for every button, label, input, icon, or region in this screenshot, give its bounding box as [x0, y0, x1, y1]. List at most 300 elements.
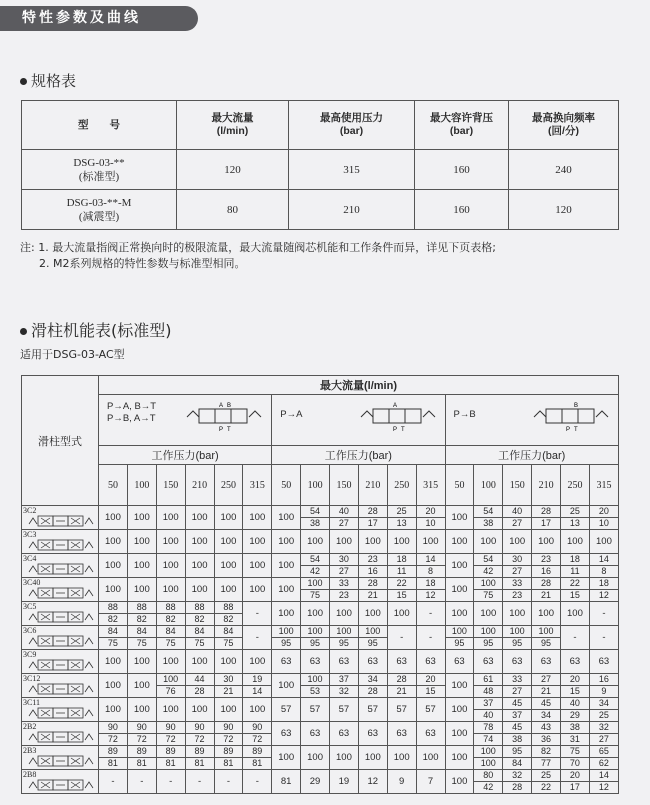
flow-value-cell: 100	[127, 530, 156, 554]
flow-value-cell: 100	[243, 578, 272, 602]
flow-value-cell: 63	[330, 650, 359, 674]
section-banner: 特性参数及曲线	[0, 6, 198, 31]
flow-value-cell	[387, 578, 416, 602]
flow-value-cell	[127, 722, 156, 746]
flow-value-cell	[416, 554, 445, 578]
flow-value-cell: 63	[416, 722, 445, 746]
flow-value-lower: 77	[541, 758, 552, 768]
flow-value-cell: 100	[272, 530, 301, 554]
flow-value-cell	[474, 554, 503, 578]
flow-value-cell: 9	[387, 770, 416, 794]
spool-type-cell	[22, 698, 99, 722]
flow-value-cell: 100	[99, 554, 128, 578]
flow-value-cell: 100	[445, 770, 474, 794]
flow-value-upper: 44	[186, 674, 214, 686]
spool-symbol-icon	[28, 755, 94, 767]
flow-value-cell	[503, 578, 532, 602]
spec-back: 160	[415, 150, 509, 190]
flow-value-cell: -	[387, 626, 416, 650]
flow-value-upper: 25	[388, 506, 416, 518]
flow-value-upper: 80	[474, 770, 502, 782]
spec-freq: 240	[509, 150, 619, 190]
svg-text:P: P	[392, 427, 397, 433]
perf-title-text: 滑柱机能表(标准型)	[31, 321, 172, 340]
flow-value-cell: 63	[589, 650, 618, 674]
spec-title-text: 规格表	[31, 72, 77, 90]
flow-value-lower: 27	[512, 566, 523, 576]
flow-value-upper: 88	[157, 602, 185, 614]
flow-value-cell	[301, 578, 330, 602]
flow-value-upper: 90	[99, 722, 127, 734]
flow-value-upper: 34	[359, 674, 387, 686]
flow-value-cell	[474, 578, 503, 602]
flow-value-cell	[156, 746, 185, 770]
flow-value-cell: 100	[445, 722, 474, 746]
flow-value-cell	[474, 722, 503, 746]
flow-value-lower: 28	[512, 782, 523, 792]
flow-value-upper: 100	[503, 626, 531, 638]
flow-value-upper: 20	[417, 674, 445, 686]
flow-value-cell: 100	[127, 506, 156, 530]
flow-value-upper: 100	[301, 674, 329, 686]
spool-symbol-icon	[28, 515, 94, 527]
flow-value-lower: 81	[252, 758, 263, 768]
flow-value-upper: 14	[590, 554, 618, 566]
pressure-value: 210	[358, 465, 387, 506]
flow-value-cell	[445, 626, 474, 650]
flow-value-lower: 95	[483, 638, 494, 648]
flow-value-cell: 100	[127, 554, 156, 578]
flow-value-cell: 63	[358, 722, 387, 746]
flow-value-upper: 20	[590, 506, 618, 518]
flow-value-lower: 13	[569, 518, 580, 528]
spool-symbol-icon	[28, 539, 94, 551]
flow-value-cell: 100	[272, 554, 301, 578]
flow-value-cell	[589, 674, 618, 698]
flow-value-cell	[99, 722, 128, 746]
spec-header-row	[22, 101, 619, 150]
flow-value-lower: 16	[541, 566, 552, 576]
flow-value-cell: 100	[416, 530, 445, 554]
flow-value-cell: 100	[156, 698, 185, 722]
note-2: 2. M2系列规格的特性参数与标准型相同。	[39, 257, 246, 270]
flow-value-lower: 25	[598, 710, 609, 720]
pressure-value: 50	[272, 465, 301, 506]
spool-row	[22, 770, 619, 794]
flow-value-lower: 23	[512, 590, 523, 600]
spool-type-cell	[22, 578, 99, 602]
flow-value-cell	[416, 578, 445, 602]
flow-value-cell: 63	[330, 722, 359, 746]
svg-text:A: A	[219, 403, 224, 409]
flow-value-lower: 95	[512, 638, 523, 648]
bullet-icon	[20, 328, 27, 335]
flow-value-cell	[561, 578, 590, 602]
flow-value-lower: 38	[483, 518, 494, 528]
flow-value-cell: 100	[243, 698, 272, 722]
flow-value-upper: 100	[272, 626, 300, 638]
flow-value-cell: -	[416, 602, 445, 626]
flow-value-lower: 9	[601, 686, 607, 696]
flow-value-lower: 17	[569, 782, 580, 792]
flow-value-cell: 100	[214, 506, 243, 530]
flow-value-cell: 100	[503, 602, 532, 626]
flow-value-lower: 62	[598, 758, 609, 768]
flow-value-upper: 18	[561, 554, 589, 566]
flow-value-upper: 14	[417, 554, 445, 566]
spool-row	[22, 674, 619, 698]
flow-value-cell: -	[185, 770, 214, 794]
flow-value-upper: 88	[215, 602, 243, 614]
flow-value-upper: 100	[474, 626, 502, 638]
flow-value-cell: -	[214, 770, 243, 794]
flow-value-cell	[243, 746, 272, 770]
working-pressure-label: 工作压力(bar)	[99, 446, 272, 465]
flow-value-upper: 89	[243, 746, 271, 758]
perf-pressure-values-row	[22, 465, 619, 506]
flow-value-cell	[561, 722, 590, 746]
flow-value-cell	[185, 602, 214, 626]
spool-code: 3C9	[23, 650, 37, 659]
flow-value-lower: 82	[194, 614, 205, 624]
flow-value-cell	[589, 746, 618, 770]
flow-value-lower: 27	[512, 518, 523, 528]
spool-symbol-icon	[28, 707, 94, 719]
spec-flow: 120	[177, 150, 289, 190]
flow-value-lower: 8	[601, 566, 607, 576]
flow-value-upper: 30	[215, 674, 243, 686]
flow-value-cell: 100	[127, 674, 156, 698]
spec-notes	[20, 240, 496, 272]
pressure-value: 210	[185, 465, 214, 506]
working-pressure-label: 工作压力(bar)	[272, 446, 445, 465]
flow-value-cell	[330, 626, 359, 650]
flow-value-upper: 54	[474, 554, 502, 566]
spool-type-cell	[22, 530, 99, 554]
flow-value-upper: 33	[503, 674, 531, 686]
spec-row	[22, 190, 619, 230]
flow-value-cell	[99, 746, 128, 770]
flow-value-cell	[243, 674, 272, 698]
flow-value-lower: 81	[223, 758, 234, 768]
flow-value-cell	[358, 506, 387, 530]
spool-type-cell	[22, 602, 99, 626]
flow-value-cell	[416, 674, 445, 698]
spool-row	[22, 578, 619, 602]
flow-value-cell	[474, 746, 503, 770]
flow-value-upper: 18	[590, 578, 618, 590]
pressure-value: 315	[589, 465, 618, 506]
flow-value-cell: 100	[503, 530, 532, 554]
flow-value-lower: 75	[107, 638, 118, 648]
flow-value-cell	[301, 506, 330, 530]
flow-value-cell: 100	[445, 530, 474, 554]
flow-value-lower: 82	[165, 614, 176, 624]
flow-value-cell	[156, 674, 185, 698]
flow-value-cell: 100	[214, 698, 243, 722]
flow-value-upper: 54	[301, 554, 329, 566]
flow-value-cell: 29	[301, 770, 330, 794]
perf-subtitle: 适用于DSG-03-AC型	[20, 348, 125, 361]
flow-value-cell: 100	[214, 554, 243, 578]
flow-value-lower: 27	[338, 518, 349, 528]
flow-value-cell: 57	[387, 698, 416, 722]
flow-value-lower: 95	[338, 638, 349, 648]
flow-value-upper: 30	[503, 554, 531, 566]
flow-value-lower: 28	[367, 686, 378, 696]
flow-value-lower: 82	[107, 614, 118, 624]
flow-value-upper: 84	[99, 626, 127, 638]
flow-value-cell	[243, 722, 272, 746]
flow-value-lower: 95	[310, 638, 321, 648]
flow-value-upper: 32	[590, 722, 618, 734]
flow-value-cell	[99, 626, 128, 650]
flow-value-lower: 75	[194, 638, 205, 648]
flow-value-lower: 21	[541, 590, 552, 600]
flow-value-lower: 81	[194, 758, 205, 768]
flow-value-cell: 100	[272, 746, 301, 770]
flow-value-upper: 22	[561, 578, 589, 590]
spool-symbol-icon	[28, 731, 94, 743]
flow-value-cell: 100	[185, 554, 214, 578]
flow-value-upper: 33	[330, 578, 358, 590]
flow-value-cell: 100	[99, 578, 128, 602]
flow-value-upper: 84	[215, 626, 243, 638]
flow-value-cell: 100	[185, 506, 214, 530]
flow-value-lower: 16	[367, 566, 378, 576]
flow-value-lower: 11	[570, 566, 580, 576]
flow-value-cell	[532, 674, 561, 698]
flow-value-cell: 100	[156, 506, 185, 530]
group3-symbol	[445, 395, 619, 446]
flow-value-cell	[561, 674, 590, 698]
group1-symbol	[99, 395, 272, 446]
flow-value-cell	[589, 770, 618, 794]
spool-row	[22, 602, 619, 626]
flow-value-lower: 42	[483, 566, 494, 576]
flow-value-cell: -	[243, 770, 272, 794]
flow-value-cell	[156, 722, 185, 746]
svg-text:P: P	[219, 427, 224, 433]
flow-value-cell	[589, 698, 618, 722]
flow-value-upper: 20	[561, 770, 589, 782]
flow-value-cell: -	[99, 770, 128, 794]
spool-symbol-icon	[28, 611, 94, 623]
flow-value-cell: 100	[156, 578, 185, 602]
flow-value-cell: 63	[387, 650, 416, 674]
flow-value-lower: 23	[338, 590, 349, 600]
flow-value-lower: 32	[338, 686, 349, 696]
spool-code: 2B8	[23, 770, 37, 779]
flow-value-lower: 15	[569, 686, 580, 696]
flow-value-lower: 36	[541, 734, 552, 744]
flow-value-cell: 100	[445, 578, 474, 602]
flow-value-lower: 21	[367, 590, 378, 600]
flow-value-cell: 100	[358, 602, 387, 626]
flow-value-cell	[503, 674, 532, 698]
flow-value-lower: 75	[483, 590, 494, 600]
spool-type-cell	[22, 650, 99, 674]
flow-value-lower: 17	[541, 518, 552, 528]
flow-value-upper: 89	[128, 746, 156, 758]
flow-value-cell: 100	[156, 650, 185, 674]
flow-value-upper: 100	[157, 674, 185, 686]
flow-value-upper: 84	[128, 626, 156, 638]
flow-value-cell	[474, 626, 503, 650]
flow-value-lower: 82	[223, 614, 234, 624]
flow-value-cell: 100	[214, 650, 243, 674]
flow-value-lower: 13	[396, 518, 407, 528]
flow-value-upper: 37	[330, 674, 358, 686]
flow-value-lower: 21	[223, 686, 234, 696]
flow-value-upper: 54	[301, 506, 329, 518]
flow-value-cell	[127, 602, 156, 626]
flow-value-cell: 100	[272, 506, 301, 530]
flow-value-upper: 23	[532, 554, 560, 566]
flow-value-upper: 23	[359, 554, 387, 566]
flow-value-lower: 76	[165, 686, 176, 696]
spool-code: 3C6	[23, 626, 37, 635]
spool-type-cell	[22, 770, 99, 794]
flow-value-cell	[561, 770, 590, 794]
flow-value-cell	[387, 506, 416, 530]
flow-value-cell	[387, 554, 416, 578]
flow-value-upper: 45	[503, 698, 531, 710]
flow-value-cell	[330, 554, 359, 578]
spec-flow: 80	[177, 190, 289, 230]
flow-value-cell: -	[243, 602, 272, 626]
flow-value-lower: 42	[483, 782, 494, 792]
flow-value-cell: 100	[445, 674, 474, 698]
flow-value-lower: 34	[541, 710, 552, 720]
spool-symbol-icon	[28, 659, 94, 671]
pressure-value: 315	[416, 465, 445, 506]
flow-value-cell	[474, 770, 503, 794]
flow-value-upper: 100	[330, 626, 358, 638]
flow-value-cell: 100	[185, 530, 214, 554]
flow-value-upper: 16	[590, 674, 618, 686]
flow-value-lower: 11	[397, 566, 407, 576]
flow-value-cell	[503, 770, 532, 794]
flow-value-cell: 100	[127, 698, 156, 722]
spec-model: DSG-03-**-M (减震型)	[22, 190, 177, 230]
flow-value-lower: 81	[165, 758, 176, 768]
flow-value-upper: 90	[215, 722, 243, 734]
spool-code: 3C5	[23, 602, 37, 611]
flow-value-upper: 28	[532, 578, 560, 590]
flow-value-lower: 40	[483, 710, 494, 720]
pressure-value: 150	[330, 465, 359, 506]
flow-value-cell: 100	[99, 506, 128, 530]
pressure-value: 150	[503, 465, 532, 506]
pressure-value: 50	[99, 465, 128, 506]
flow-value-upper: 40	[330, 506, 358, 518]
group2-label: P→A	[280, 409, 303, 420]
flow-value-upper: 37	[474, 698, 502, 710]
flow-value-cell: 100	[561, 530, 590, 554]
flow-value-cell: 100	[330, 746, 359, 770]
flow-value-upper: 84	[186, 626, 214, 638]
note-1: 注: 1. 最大流量指阀正常换向时的极限流量，最大流量随阀芯机能和工作条件而异，详见下页表格;	[20, 241, 496, 254]
spool-row	[22, 722, 619, 746]
valve-symbol-icon	[532, 399, 610, 437]
valve-symbol-icon	[185, 399, 263, 437]
flow-value-lower: 70	[569, 758, 580, 768]
flow-value-cell: 100	[474, 530, 503, 554]
flow-value-cell: 100	[301, 602, 330, 626]
flow-value-cell: -	[589, 602, 618, 626]
flow-value-cell	[561, 554, 590, 578]
flow-value-cell	[532, 770, 561, 794]
spec-row	[22, 150, 619, 190]
flow-value-cell	[214, 602, 243, 626]
spool-row	[22, 650, 619, 674]
flow-value-cell: 63	[503, 650, 532, 674]
pressure-value: 100	[301, 465, 330, 506]
pressure-value: 150	[156, 465, 185, 506]
flow-value-upper: 25	[561, 506, 589, 518]
flow-value-lower: 17	[367, 518, 378, 528]
flow-value-lower: 37	[512, 710, 523, 720]
flow-value-cell: 100	[185, 650, 214, 674]
flow-value-cell	[416, 506, 445, 530]
flow-value-upper: 28	[359, 578, 387, 590]
flow-value-cell: 100	[272, 578, 301, 602]
spool-code: 2B3	[23, 746, 37, 755]
perf-pressure-label-row	[22, 446, 619, 465]
flow-value-lower: 28	[194, 686, 205, 696]
flow-value-cell	[561, 698, 590, 722]
spool-row	[22, 530, 619, 554]
flow-value-upper: 90	[243, 722, 271, 734]
bullet-icon	[20, 78, 27, 85]
flow-value-lower: 14	[252, 686, 263, 696]
flow-value-upper: 88	[128, 602, 156, 614]
flow-value-cell: 63	[474, 650, 503, 674]
flow-value-cell: 100	[156, 554, 185, 578]
flow-value-cell: 57	[358, 698, 387, 722]
flow-value-cell: 100	[358, 746, 387, 770]
flow-value-cell: 57	[330, 698, 359, 722]
flow-value-cell: 100	[243, 554, 272, 578]
flow-value-cell	[185, 746, 214, 770]
flow-value-cell: 100	[272, 674, 301, 698]
flow-value-cell: -	[243, 626, 272, 650]
flow-value-cell: 100	[127, 650, 156, 674]
flow-value-cell	[127, 746, 156, 770]
spec-back: 160	[415, 190, 509, 230]
flow-value-cell	[358, 626, 387, 650]
flow-value-cell: 100	[99, 698, 128, 722]
flow-value-lower: 95	[454, 638, 465, 648]
svg-text:B: B	[574, 403, 579, 409]
flow-value-lower: 100	[480, 758, 496, 768]
svg-text:B: B	[227, 403, 232, 409]
flow-value-upper: 100	[359, 626, 387, 638]
flow-value-cell: 63	[358, 650, 387, 674]
flow-value-cell: 100	[185, 578, 214, 602]
flow-value-cell: 100	[445, 698, 474, 722]
perf-symbol-row	[22, 395, 619, 446]
flow-value-cell	[156, 602, 185, 626]
flow-value-lower: 38	[310, 518, 321, 528]
flow-value-lower: 81	[136, 758, 147, 768]
spec-table	[21, 100, 619, 230]
flow-value-upper: 28	[388, 674, 416, 686]
flow-value-upper: 90	[186, 722, 214, 734]
flow-value-upper: 40	[503, 506, 531, 518]
flow-value-lower: 72	[223, 734, 234, 744]
